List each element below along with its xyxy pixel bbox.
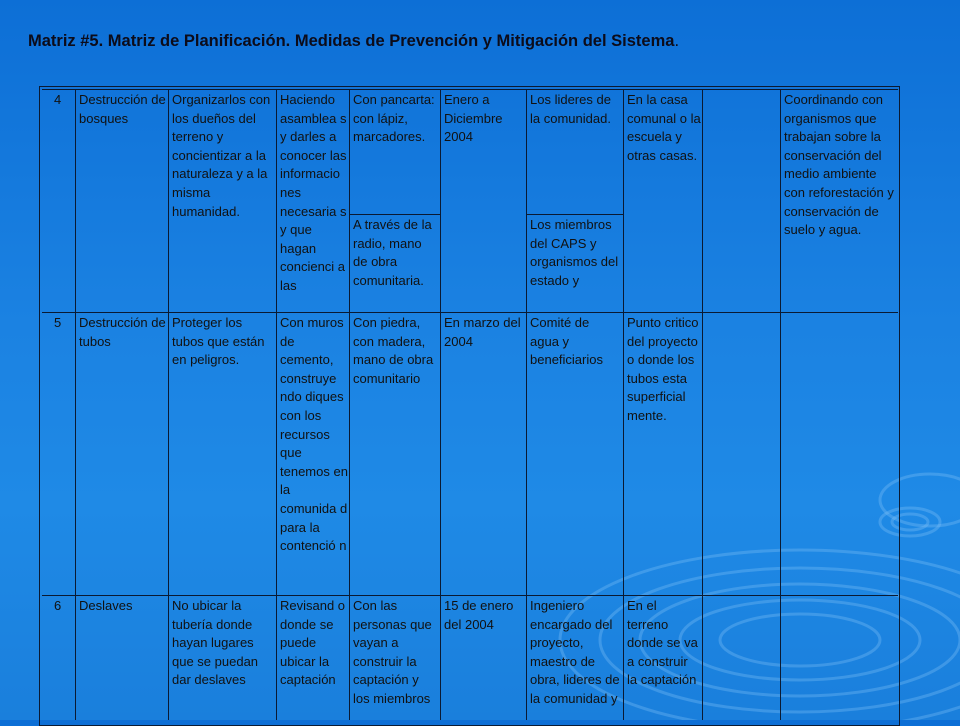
row-4-with-what-2: A través de la radio, mano de obra comunitaria. (353, 217, 432, 288)
row-6-where: En el terreno donde se va a construir la captación (627, 598, 698, 688)
row-4-who: Los lideres de la comunidad. (530, 92, 611, 126)
row-6-with-what: Con las personas que vayan a construir la captación y los miembros (353, 598, 432, 706)
row-4-when: Enero a Diciembre 2004 (444, 92, 503, 145)
row-6-how: Revisand o donde se puede ubicar la captación (280, 598, 346, 688)
row-5-with-what: Con piedra, con madera, mano de obra comunitario (353, 315, 434, 386)
row-5-when: En marzo del 2004 (444, 315, 521, 349)
row-4-with-what: Con pancarta: con lápiz, marcadores. (353, 92, 435, 145)
row-5-who: Comité de agua y beneficiarios (530, 315, 603, 368)
row-6-number: 6 (54, 598, 62, 613)
row-6-who: Ingeniero encargado del proyecto, maestro de obra, lideres de la comunidad y (530, 598, 620, 706)
row-4-number: 4 (54, 92, 62, 107)
row-6-problem: Deslaves (79, 598, 133, 613)
row-6-when: 15 de enero del 2004 (444, 598, 514, 632)
row-6-measure: No ubicar la tubería donde hayan lugares que se puedan dar deslaves (172, 598, 259, 688)
page-title (28, 32, 679, 51)
row-4-who-2: Los miembros del CAPS y organismos del estado y (530, 217, 619, 288)
row-4-problem: Destrucción de bosques (79, 92, 166, 126)
row-4-where: En la casa comunal o la escuela y otras casas. (627, 92, 701, 163)
row-4-observations: Coordinando con organismos que trabajan sobre la conservación del medio ambiente con reforestación y conservación de suelo y agua. (784, 92, 894, 238)
title-text: Matriz #5. Matriz de Planificación. Medidas de Prevención y Mitigación del Sistema (28, 32, 675, 50)
row-5-problem: Destrucción de tubos (79, 315, 166, 349)
title-period: . (674, 32, 680, 50)
row-5-how: Con muros de cemento, construye ndo diques con los recursos que tenemos en la comunida d para la contenció n (280, 315, 348, 554)
row-5-measure: Proteger los tubos que están en peligros. (172, 315, 265, 368)
row-5-where: Punto critico del proyecto o donde los tubos esta superficial mente. (627, 315, 699, 423)
row-5-number: 5 (54, 315, 62, 330)
row-4-measure: Organizarlos con los dueños del terreno y concientizar a la naturaleza y a la misma humanidad. (172, 92, 271, 219)
row-4-how: Haciendo asamblea s y darles a conocer las informacio nes necesaria s y que hagan concienci a las (280, 92, 347, 293)
